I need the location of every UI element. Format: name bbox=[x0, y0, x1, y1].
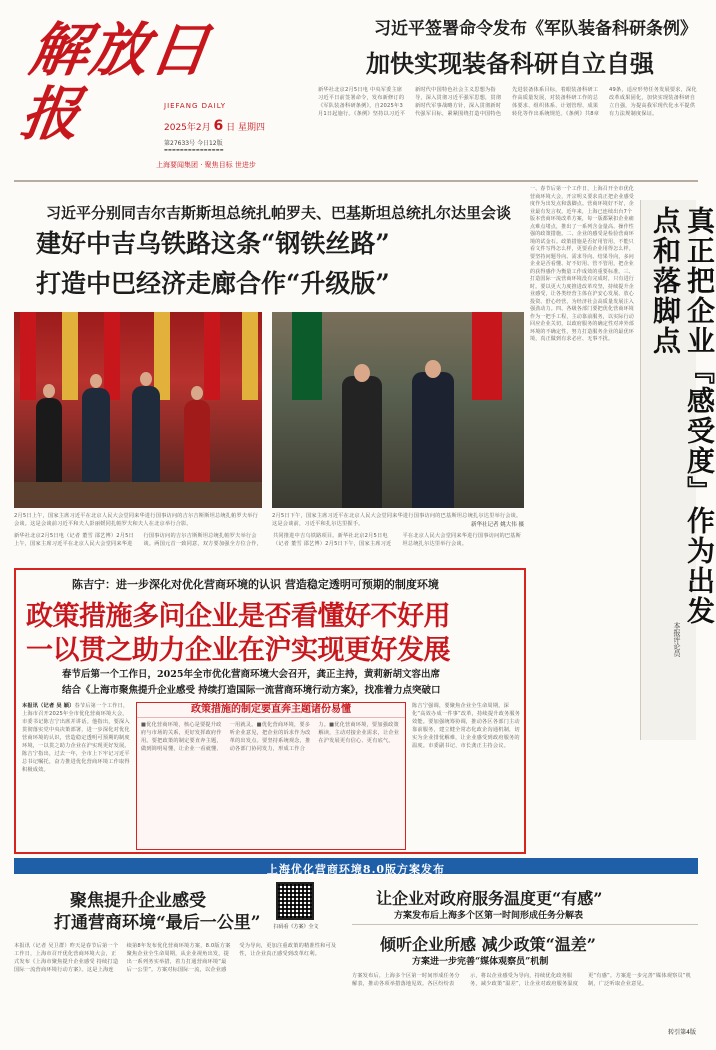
feature-kicker: 陈吉宁：进一步深化对优化营商环境的认识 营造稳定透明可预期的制度环境 bbox=[72, 578, 439, 591]
photo-pakistan-handshake bbox=[272, 312, 524, 508]
bottom-right-headline-2: 倾听企业所感 减少政策“温差” bbox=[380, 935, 596, 954]
feature-sub-1: 春节后第一个工作日，2025年全市优化营商环境大会召开，龚正主持，黄莉新胡文容出席 bbox=[62, 669, 440, 680]
bottom-right-sub-2: 方案进一步完善“媒体观察员”机制 bbox=[412, 957, 549, 967]
masthead-fineprint: ▬▬▬▬▬▬▬▬▬▬▬▬▬▬▬ bbox=[164, 147, 224, 152]
bottom-left-headline-2: 打通营商环境“最后一公里” bbox=[54, 913, 261, 933]
photo-kyrgyzstan-meeting bbox=[14, 312, 262, 508]
newspaper-logo: 解放日报 bbox=[16, 16, 216, 148]
feature-sub-2: 结合《上海市聚焦提升企业感受 持续打造国际一流营商环境行动方案》，找准着力点突破口 bbox=[62, 685, 441, 696]
logo-pinyin: JIEFANG DAILY bbox=[164, 102, 226, 110]
issue-number: 第27633号 今日12版 bbox=[164, 140, 223, 147]
bottom-right-headline-1: 让企业对政府服务温度更“有感” bbox=[376, 889, 603, 908]
feature-body-col-1: 本报讯（记者 吴 颖）春节后第一个工作日，上海市召开2025年全市优化营商环境大会，市委书记陈吉宁出席并讲话。他指出，要深入贯彻落实党中央决策部署，进一步深化对优化营商环境的认识，营造稳定透明可预期的制度环境，一以贯之助力企业在沪实现更好发展。陈吉宁指出，过去一年，全市上下牢记习近平总书记嘱托，奋力推进优化营商环境工作取得积极成效。 bbox=[22, 703, 130, 773]
bottom-right-stories bbox=[352, 880, 698, 1042]
photo-caption-right: 2月5日下午，国家主席习近平在北京人民大会堂同来华进行国事访问的巴基斯坦总统扎尔达里举行会谈。这是会谈前，习近平和扎尔达里握手。 bbox=[272, 513, 522, 527]
top-story bbox=[318, 10, 698, 175]
section-banner bbox=[14, 858, 698, 874]
masthead-motto: 上海要闻集团 · 聚焦目标 世进步 bbox=[156, 161, 256, 169]
feature-box-title: 政策措施的制定要直奔主题诸份易懂 bbox=[137, 703, 405, 718]
lead-story-headline-2: 打造中巴经济走廊合作“升级版” bbox=[36, 269, 390, 298]
feature-box bbox=[14, 568, 526, 854]
commentary-headline: 真正把企业『感受度』作为出发点和落脚点 bbox=[649, 206, 716, 626]
feature-headline-1: 政策措施多问企业是否看懂好不好用 bbox=[26, 601, 450, 632]
photo-credit: 新华社记者 姚大伟 摄 bbox=[471, 522, 524, 528]
section-banner-title: 上海优化营商环境8.0版方案发布 bbox=[266, 863, 446, 876]
commentary-byline: 本报评论员 bbox=[673, 622, 681, 657]
feature-body-col-3: 陈吉宁强调，要聚焦企业全生命周期，深化“高效办成一件事”改革，持续提升政务服务效能。要加强统筹协调，推动各区各部门主动靠前服务，建立健全常态化政企沟通机制，切实为企业排忧解难，让企业感受到政府服务的温度。市委副书记、市长龚正主持会议。 bbox=[412, 703, 521, 749]
feature-headline-2: 一以贯之助力企业在沪实现更好发展 bbox=[26, 635, 450, 666]
bottom-left-headline-1: 聚焦提升企业感受 bbox=[70, 891, 206, 911]
top-story-headline: 加快实现装备科研自立自强 bbox=[366, 49, 654, 78]
lead-story bbox=[14, 186, 524, 564]
top-story-kicker: 习近平签署命令发布《军队装备科研条例》 bbox=[374, 19, 697, 39]
commentary-body: 一、春节后第一个工作日，上海召开全市优化营商环境大会，开宗明义要求真正把企业感受度作为出发点和落脚点。营商环境好不好，企业最有发言权。近年来，上海已连续出台7个版本营商环境改革方案，每一版都紧扣企业痛点难点堵点，推出了一系列含金量高、操作性强的政策措施。二、企业的感受是检验营商环境的试金石。政策措施是否好用管用，不能只看文件写得怎么样，更要看企业用得怎么样。要坚持问题导向、需求导向、结果导向，多问企业是否看懂、好不好用、管不管用，把企业的获得感作为衡量工作成效的重要标准。三、打造国际一流营商环境没有完成时，只有进行时。要以更大力度推进改革攻坚，持续提升企业感受，让各类经营主体在沪安心发展、放心投资、舒心经营，为经济社会高质量发展注入强劲动力。四、各级各部门要把优化营商环境作为一把手工程，主动靠前服务，以实际行动回应企业关切，以政府服务的确定性对冲外部环境的不确定性，努力打造服务企业的最优环境，真正做到有求必应、无事不扰。 bbox=[530, 186, 635, 342]
lead-story-kicker: 习近平分别同吉尔吉斯斯坦总统扎帕罗夫、巴基斯坦总统扎尔达里会谈 bbox=[46, 204, 512, 222]
bottom-right-sub-1: 方案发布后上海多个区第一时间形成任务分解表 bbox=[394, 911, 584, 921]
feature-inner-box bbox=[136, 702, 406, 850]
masthead bbox=[14, 10, 314, 175]
bottom-left-story bbox=[14, 880, 344, 1042]
commentary-sidebar bbox=[530, 186, 716, 852]
bottom-left-body: 本报讯（记者 吴卫群）昨天是春节后第一个工作日，上海市召开优化营商环境大会，正式发布《上海市聚焦提升企业感受 持续打造国际一流营商环境行动方案》。这是上海连续第8年发布优化营商环境方案，8.0版方案聚焦企业全生命周期，从企业视角出发，提出一系列务实举措，着力打通营商环境“最后一公里”。方案对标国际一流，以企业感受为导向，更加注重政策的精准性和可及性，让企业真正感受到改革红利。 bbox=[14, 943, 337, 973]
feature-box-body: ■优化营商环境，核心是要提升政府与市场的关系，更好发挥政府作用。要把政策的制定要直奔主题，做到简明易懂，让企业一看就懂、一用就灵。■优化营商环境，要多听企业意见，把企业的诉求作为改革的出发点。要坚持系统观念，推动各部门协同发力，形成工作合力。■优化营商环境，要加强政策解读，主动对接企业需求，让企业在沪发展更有信心、更有底气。 bbox=[141, 722, 400, 752]
page-reference[interactable]: 转引第4版 bbox=[668, 1029, 696, 1036]
qr-code[interactable] bbox=[276, 882, 314, 920]
bottom-right-body: 方案发布后，上海多个区第一时间形成任务分解表，推动各项举措落地见效。各区纷纷表示，将以企业感受为导向，持续优化政务服务，减少政策“温差”，让企业对政府服务温度更“有感”。方案进一步完善“媒体观察员”机制，广泛听取企业意见。 bbox=[352, 973, 692, 987]
photo-caption-left: 2月5日上午，国家主席习近平在北京人民大会堂同来华进行国事访问的吉尔吉斯斯坦总统扎帕罗夫举行会谈。这是会谈前习近平和夫人彭丽媛同扎帕罗夫和夫人在北京举行合影。 bbox=[14, 513, 259, 527]
lead-story-body: 新华社北京2月5日电（记者 董雪 邵艺博）2月5日上午，国家主席习近平在北京人民大会堂同来华进行国事访问的吉尔吉斯斯坦总统扎帕罗夫举行会谈。两国元首一致同意，双方要加强全方位合作，共同推进中吉乌铁路项目。新华社北京2月5日电（记者 董雪 邵艺博）2月5日下午，国家主席习近平在北京人民大会堂同来华进行国事访问的巴基斯坦总统扎尔达里举行会谈。 bbox=[14, 533, 522, 547]
top-story-body: 新华社北京2月5日电 中央军委主席习近平日前签署命令，发布新修订的《军队装备科研条例》，自2025年3月1日起施行。《条例》坚持以习近平新时代中国特色社会主义思想为指导，深入贯彻习近平强军思想，贯彻新时代军事战略方针，深入贯彻新时代强军目标，紧紧围绕打造中国特色先进装备体系目标，着眼装备科研工作高质量发展，对装备科研工作的总体要求、组织体系、计划管理、成果转化等作出系统规范。《条例》共8章49条，适应形势任务发展要求，深化改革成果固化，加快实现装备科研自立自强，为提高我军现代化水平提供有力法规制度保证。 bbox=[318, 87, 697, 117]
qr-caption: 扫码看《方案》全文 bbox=[273, 924, 319, 930]
issue-date: 2025年2月 6 日 星期四 bbox=[164, 118, 266, 134]
lead-story-headline-1: 建好中吉乌铁路这条“钢铁丝路” bbox=[36, 229, 390, 258]
